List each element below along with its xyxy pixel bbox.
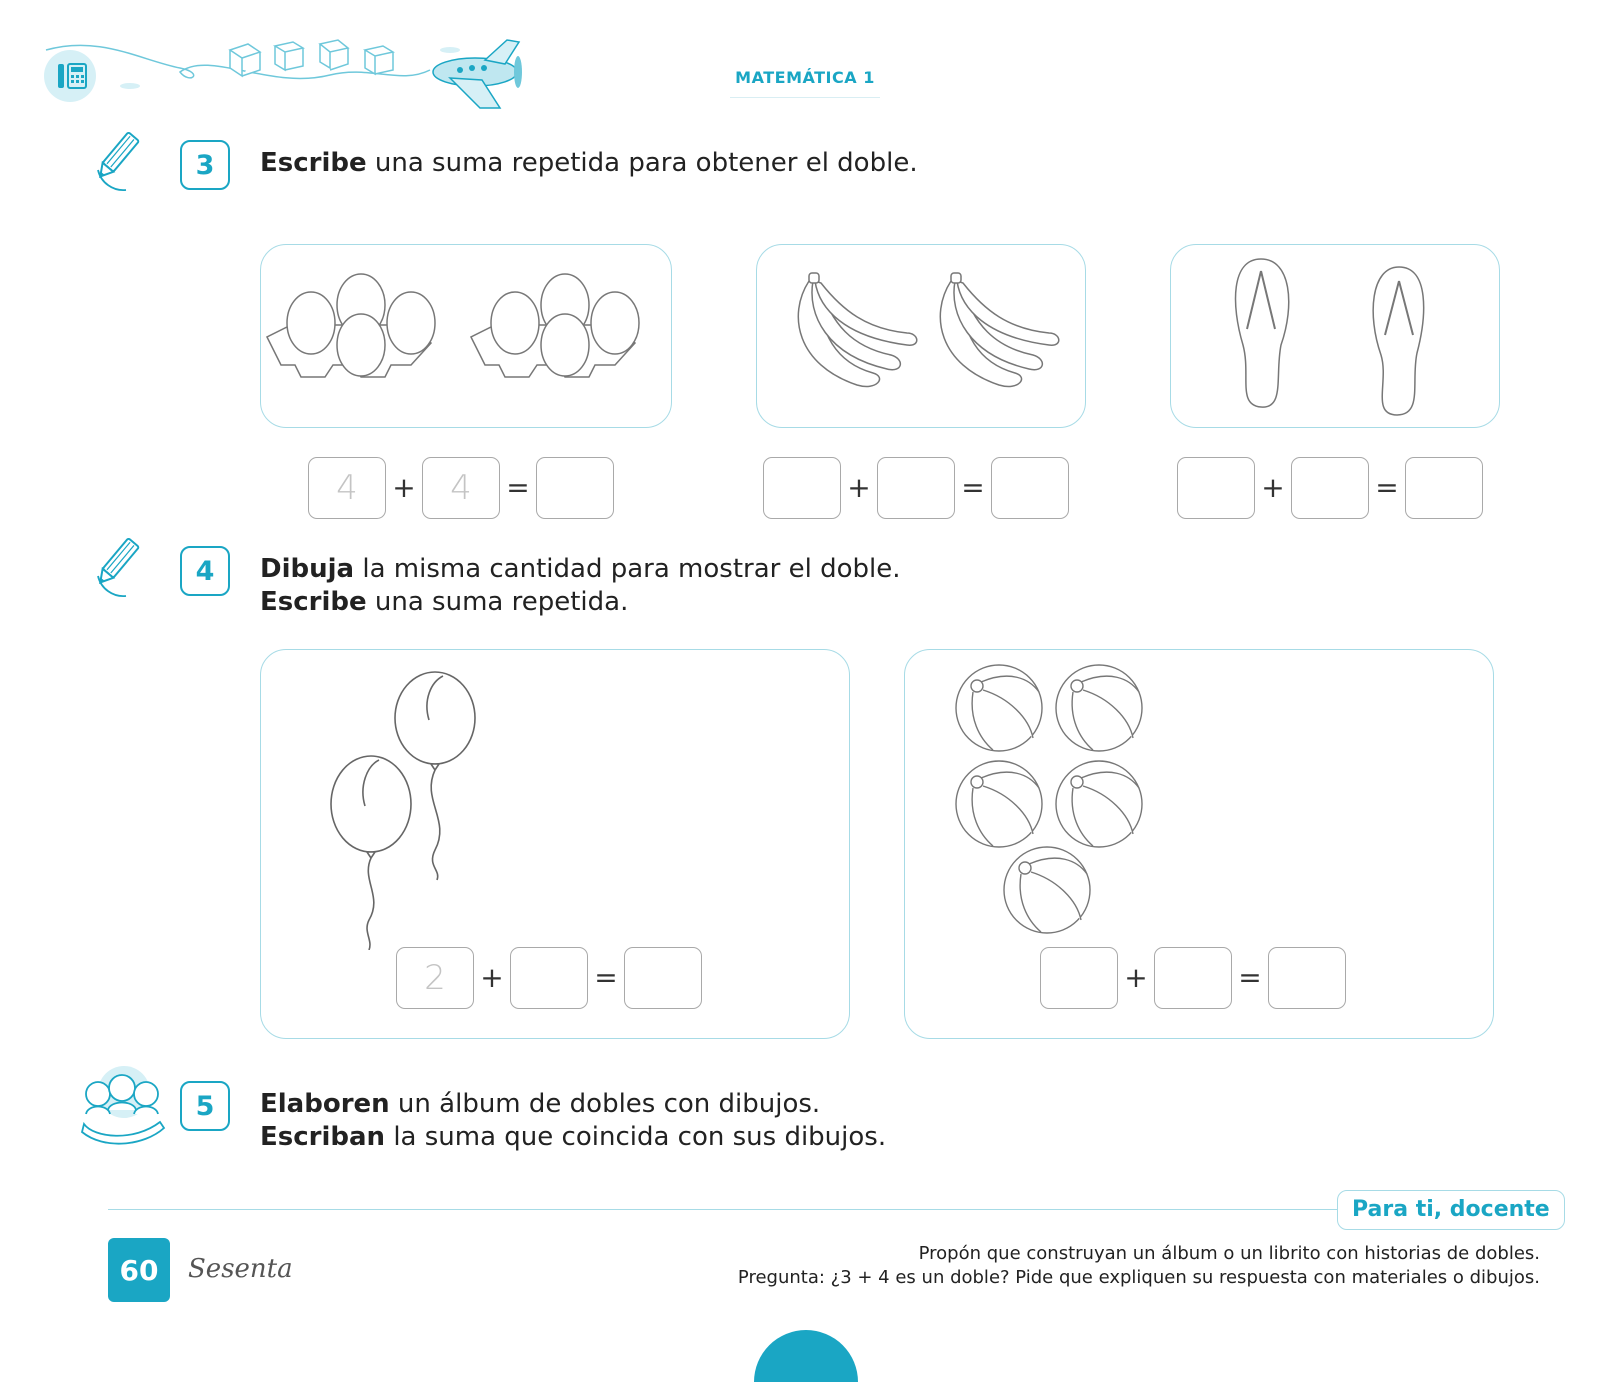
equation-balloons: [396, 947, 702, 1009]
plus-sign: +: [480, 961, 504, 994]
equals-sign: =: [1238, 961, 1262, 994]
activity-4-verb-1: Dibuja: [260, 554, 355, 584]
activity-5-text-2: la suma que coincida con sus dibujos.: [385, 1122, 887, 1152]
activity-4-line-2: [260, 586, 900, 619]
answer-box-addend-2[interactable]: [510, 947, 588, 1009]
balloons-drawing-card[interactable]: [260, 649, 850, 1039]
plus-sign: +: [1261, 471, 1285, 504]
page-number: 60: [108, 1238, 170, 1302]
bottom-tab-decoration: [754, 1330, 858, 1382]
equals-sign: =: [1375, 471, 1399, 504]
pencil-icon: [88, 130, 148, 198]
equals-sign: =: [594, 961, 618, 994]
answer-box-addend-1[interactable]: 4: [308, 457, 386, 519]
answer-box-result[interactable]: [624, 947, 702, 1009]
plus-sign: +: [847, 471, 871, 504]
answer-box-result[interactable]: [536, 457, 614, 519]
activity-3-verb: Escribe: [260, 148, 367, 178]
answer-box-result[interactable]: [1268, 947, 1346, 1009]
header-decoration: [30, 30, 550, 120]
plus-sign: +: [1124, 961, 1148, 994]
activity-5-text-1: un álbum de dobles con dibujos.: [389, 1089, 821, 1119]
activity-4-instruction: [260, 553, 900, 619]
equation-bananas: [763, 457, 1069, 519]
answer-box-addend-1[interactable]: [763, 457, 841, 519]
equals-sign: =: [506, 471, 530, 504]
activity-3-text: una suma repetida para obtener el doble.: [366, 148, 918, 178]
equation-beach-balls: [1040, 947, 1346, 1009]
activity-5-instruction: [260, 1088, 886, 1154]
teacher-note-line-1: Propón que construyan un álbum o un librito con historias de dobles.: [918, 1243, 1540, 1264]
activity-4-text-2: una suma repetida.: [366, 587, 629, 617]
activity-3-number: 3: [180, 140, 230, 190]
header-illustration: [30, 30, 550, 120]
answer-box-addend-2[interactable]: 4: [422, 457, 500, 519]
flip-flops-card: [1170, 244, 1500, 428]
answer-box-result[interactable]: [991, 457, 1069, 519]
flip-flop-icon: [1171, 245, 1499, 427]
activity-5-verb-2: Escriban: [260, 1122, 386, 1152]
activity-5-verb-1: Elaboren: [260, 1089, 390, 1119]
activity-5-number: 5: [180, 1081, 230, 1131]
activity-4-number: 4: [180, 546, 230, 596]
beach-balls-drawing-card[interactable]: [904, 649, 1494, 1039]
equals-sign: =: [961, 471, 985, 504]
answer-box-result[interactable]: [1405, 457, 1483, 519]
activity-4-verb-2: Escribe: [260, 587, 367, 617]
activity-5-line-1: [260, 1088, 886, 1121]
balloon-icon: [321, 670, 491, 950]
answer-box-addend-1[interactable]: 2: [396, 947, 474, 1009]
answer-box-addend-2[interactable]: [1291, 457, 1369, 519]
egg-carton-icon: [261, 245, 671, 427]
egg-cartons-card: [260, 244, 672, 428]
group-work-icon: [74, 1064, 170, 1152]
activity-3-instruction: [260, 147, 918, 180]
plus-sign: +: [392, 471, 416, 504]
equation-flip-flops: [1177, 457, 1483, 519]
equation-eggs: [308, 457, 614, 519]
beach-ball-icon: [955, 664, 1155, 944]
banana-icon: [757, 245, 1085, 427]
activity-5-line-2: [260, 1121, 886, 1154]
activity-4-text-1: la misma cantidad para mostrar el doble.: [354, 554, 901, 584]
page-number-word: Sesenta: [188, 1254, 293, 1284]
answer-box-addend-1[interactable]: [1177, 457, 1255, 519]
activity-4-line-1: [260, 553, 900, 586]
pencil-icon: [88, 536, 148, 604]
teacher-note: [738, 1242, 1540, 1290]
bananas-card: [756, 244, 1086, 428]
footer-divider: [108, 1209, 1338, 1210]
answer-box-addend-1[interactable]: [1040, 947, 1118, 1009]
answer-box-addend-2[interactable]: [877, 457, 955, 519]
subject-title: MATEMÁTICA 1: [730, 68, 880, 98]
answer-box-addend-2[interactable]: [1154, 947, 1232, 1009]
teacher-note-line-2: Pregunta: ¿3 + 4 es un doble? Pide que expliquen su respuesta con materiales o dibujos.: [737, 1267, 1540, 1288]
cube-icons: [230, 40, 393, 76]
teacher-note-label: Para ti, docente: [1337, 1190, 1565, 1230]
